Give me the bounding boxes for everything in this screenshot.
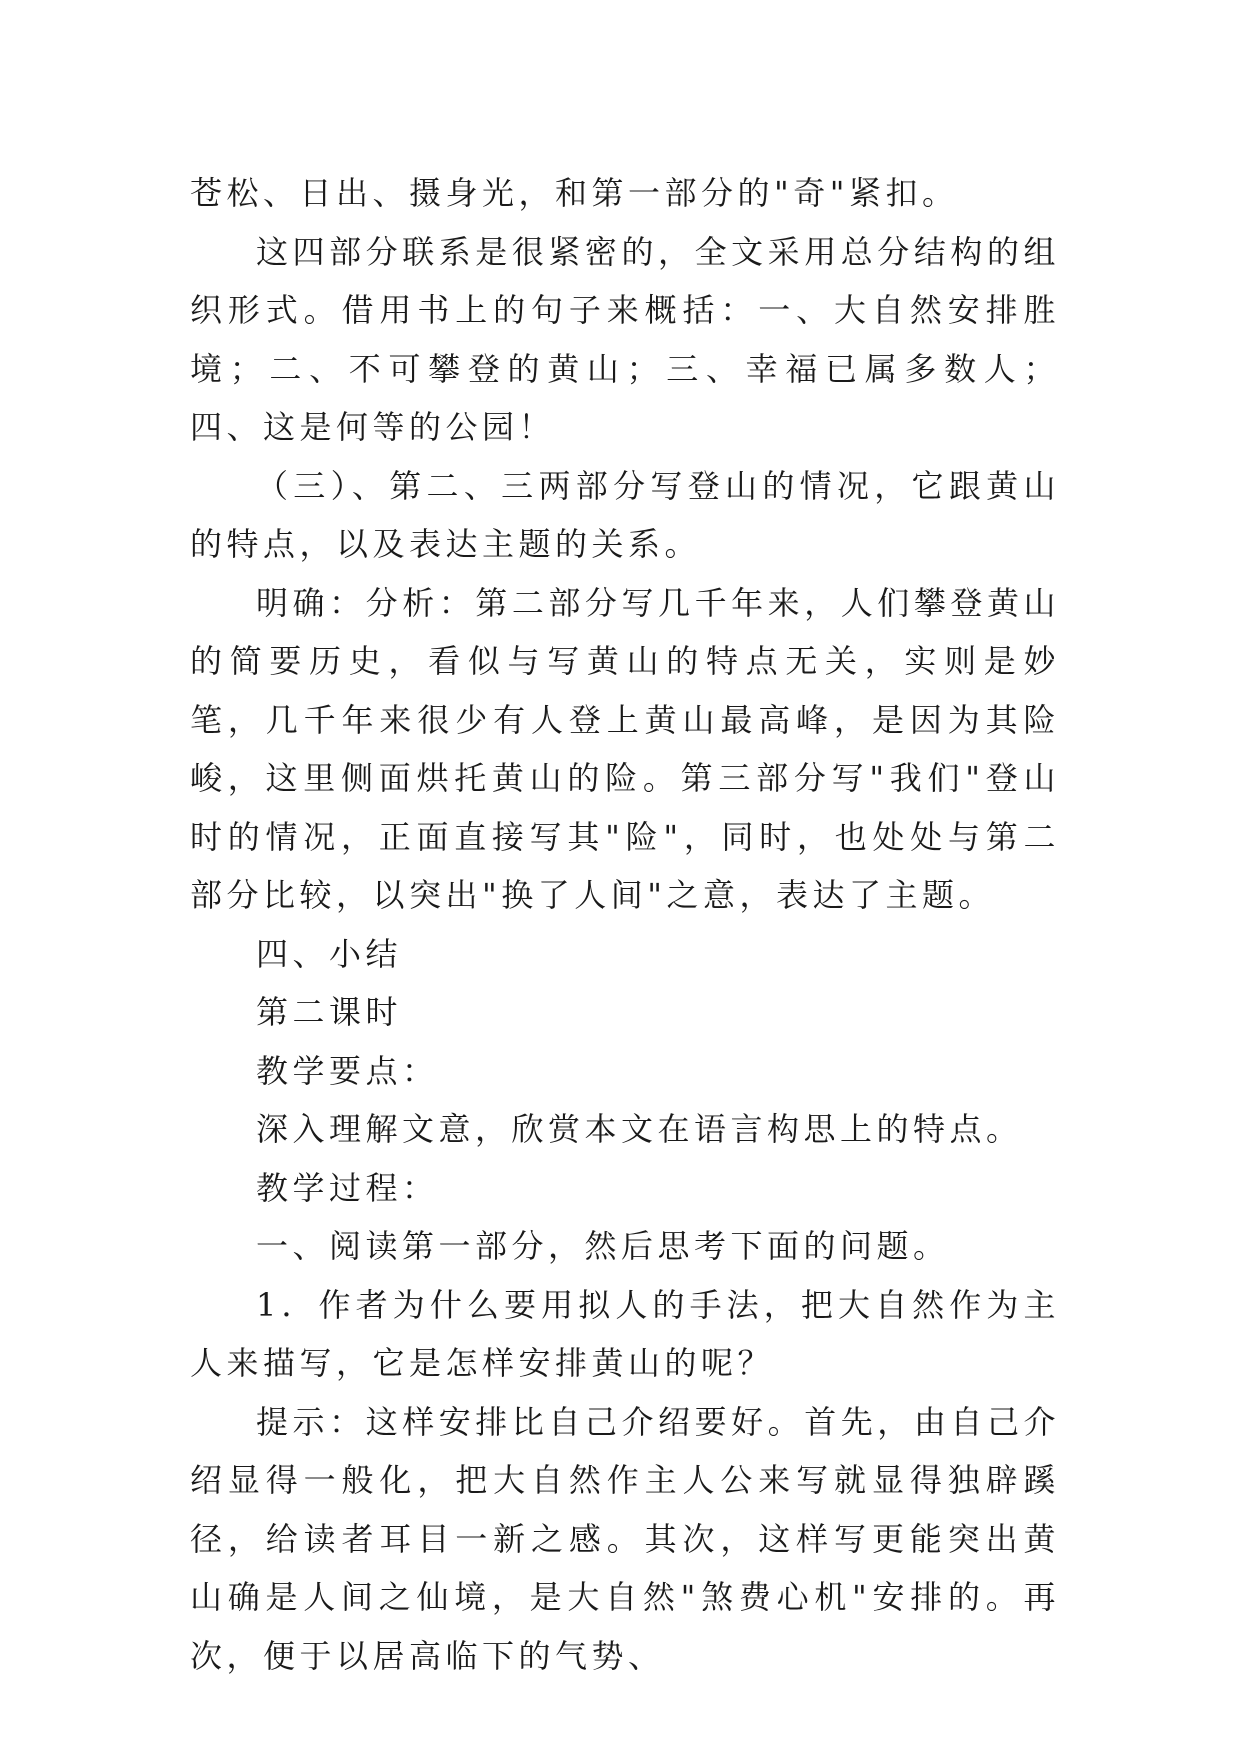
document-body	[190, 164, 1060, 1685]
section-heading-second-lesson: 第二课时	[256, 993, 403, 1031]
paragraph-4: 明确：分析：第二部分写几千年来，人们攀登黄山的简要历史，看似与写黄山的特点无关，实则是妙笔，几千年来很少有人登上黄山最高峰，是因为其险峻，这里侧面烘托黄山的险。第三部分写"我们"登山时的情况，正面直接写其"险"，同时，也处处与第二部分比较，以突出"换了人间"之意，表达了主题。	[190, 583, 1060, 914]
label-teaching-process: 教学过程：	[256, 1168, 439, 1207]
section-heading-summary: 四、小结	[256, 934, 403, 973]
paragraph-hint: 提示：这样安排比自己介绍要好。首先，由自己介绍显得一般化，把大自然作主人公来写就显得独辟蹊径，给读者耳目一新之感。其次，这样写更能突出黄山确是人间之仙境，是大自然"煞费心机"安排的。再次，便于以居高临下的气势、	[190, 1402, 1060, 1675]
paragraph-2: 这四部分联系是很紧密的，全文采用总分结构的组织形式。借用书上的句子来概括：一、大自然安排胜境；二、不可攀登的黄山；三、幸福已属多数人；四、这是何等的公园！	[190, 232, 1060, 446]
paragraph-teaching-points: 深入理解文意，欣赏本文在语言构思上的特点。	[256, 1110, 1023, 1148]
paragraph-1: 苍松、日出、摄身光，和第一部分的"奇"紧扣。	[190, 174, 959, 212]
paragraph-question-one: 1．作者为什么要用拟人的手法，把大自然作为主人来描写，它是怎样安排黄山的呢？	[190, 1285, 1060, 1382]
paragraph-step-one: 一、阅读第一部分，然后思考下面的问题。	[256, 1227, 950, 1265]
paragraph-3: （三）、第二、三两部分写登山的情况，它跟黄山的特点，以及表达主题的关系。	[190, 466, 1060, 563]
label-teaching-points: 教学要点：	[256, 1051, 439, 1090]
